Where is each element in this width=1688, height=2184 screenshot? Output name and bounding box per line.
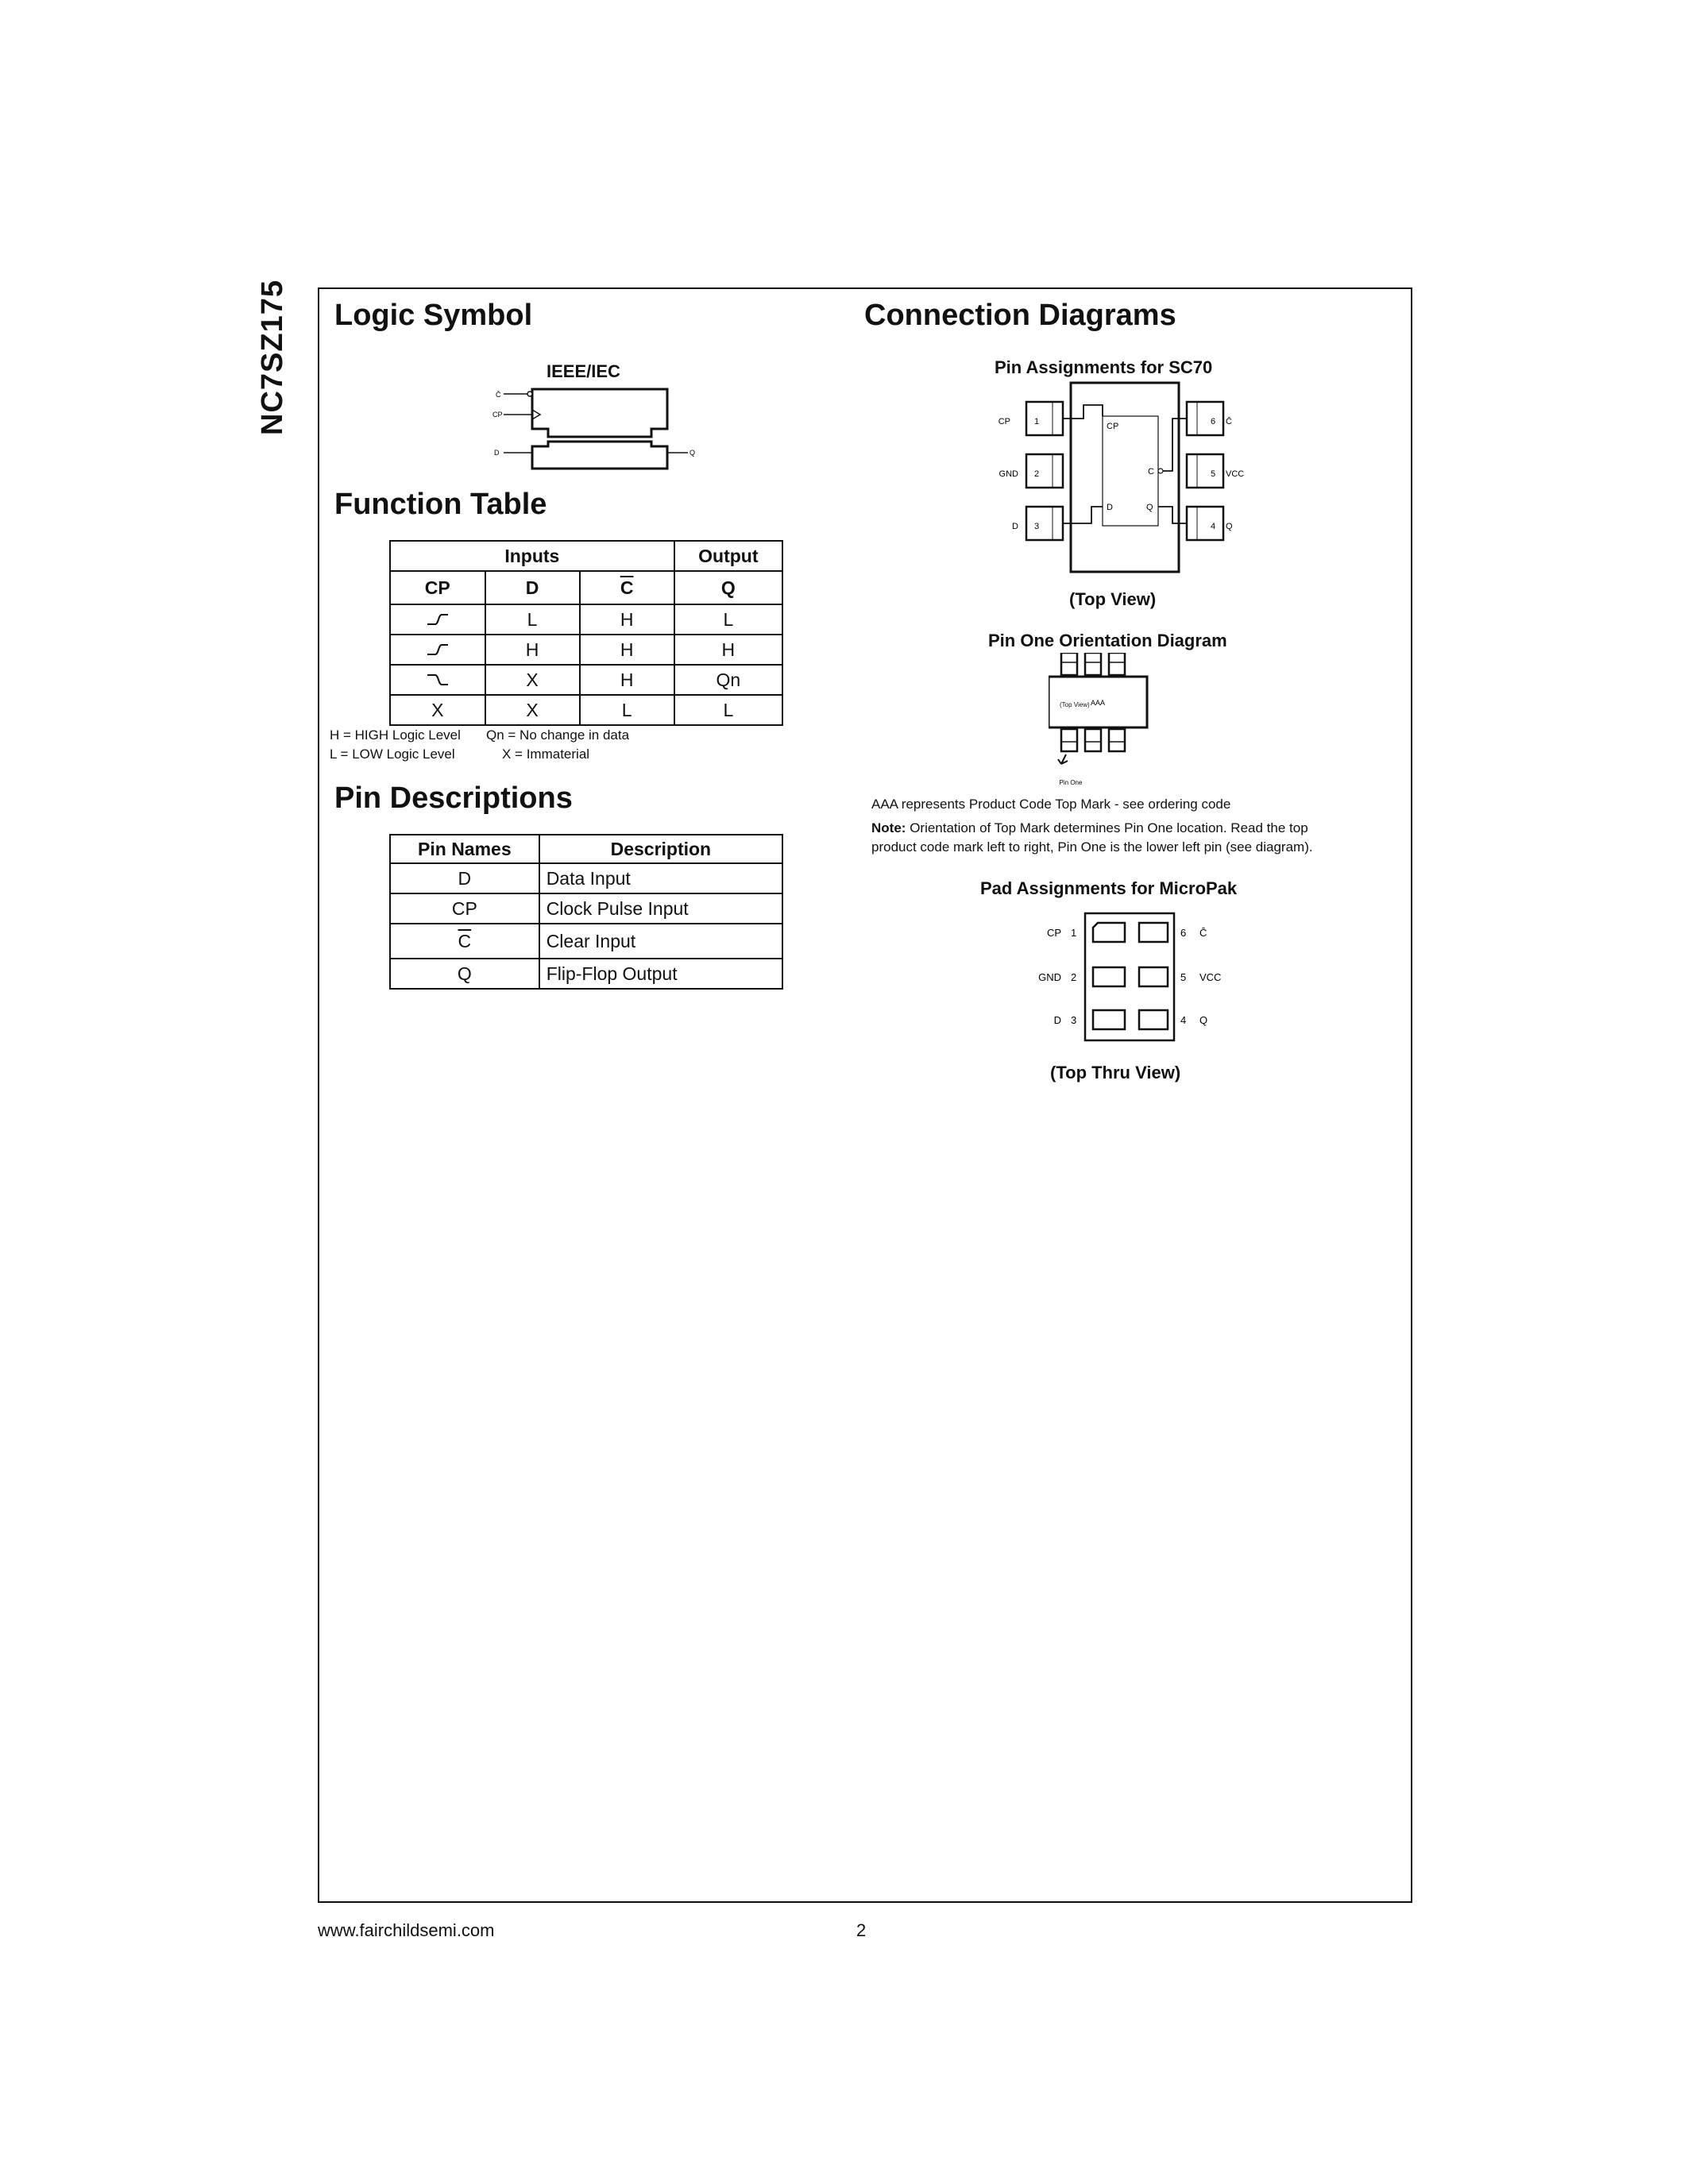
ft-cell-c: H bbox=[580, 604, 674, 635]
function-table bbox=[389, 540, 783, 726]
sc70-inner-c: C bbox=[1148, 467, 1154, 477]
logic-symbol-heading: Logic Symbol bbox=[334, 299, 533, 332]
pd-col-names: Pin Names bbox=[390, 835, 539, 863]
ft-col-q: Q bbox=[674, 571, 782, 604]
ls-pin-cp: CP bbox=[492, 411, 503, 419]
pd-cell-desc: Clear Input bbox=[539, 924, 782, 959]
sc70-pin-diagram bbox=[985, 378, 1255, 578]
ft-legend-high: H = HIGH Logic Level bbox=[330, 727, 461, 743]
ft-row bbox=[390, 635, 782, 665]
ft-col-cp: CP bbox=[390, 571, 485, 604]
footer-page-number: 2 bbox=[856, 1920, 867, 1940]
ft-cell-d: X bbox=[485, 665, 580, 695]
ft-row bbox=[390, 604, 782, 635]
sc70-left-num-3: 3 bbox=[1034, 522, 1040, 531]
side-part-number: NC7SZ175 bbox=[256, 280, 289, 435]
mp-left-label-2: GND bbox=[1038, 971, 1061, 983]
ft-cell-c: L bbox=[580, 695, 674, 725]
ft-group-output: Output bbox=[674, 541, 782, 571]
sc70-left-label-1: CP bbox=[998, 417, 1010, 426]
sc70-inner-d: D bbox=[1107, 503, 1113, 512]
pd-cell-desc: Flip-Flop Output bbox=[539, 959, 782, 989]
mp-left-num-3: 3 bbox=[1071, 1014, 1077, 1026]
sc70-inner-cp: CP bbox=[1107, 422, 1119, 431]
pin-one-orientation-diagram bbox=[1049, 653, 1199, 788]
mp-left-label-1: CP bbox=[1046, 927, 1061, 939]
sc70-right-label-4: Q bbox=[1226, 522, 1233, 531]
orient-pin-one: Pin One bbox=[1059, 779, 1083, 786]
sc70-right-num-4: 4 bbox=[1211, 522, 1216, 531]
falling-edge-icon bbox=[426, 673, 450, 686]
ft-col-c: $\overline{C}$ bbox=[580, 571, 674, 604]
mp-right-num-6: 6 bbox=[1180, 927, 1187, 939]
footer-url[interactable]: www.fairchildsemi.com bbox=[318, 1920, 495, 1940]
mp-right-label-6: C̄ bbox=[1199, 927, 1207, 939]
sc70-right-num-6: 6 bbox=[1211, 417, 1216, 426]
sc70-left-label-3: D bbox=[1012, 522, 1018, 531]
ft-cell-c: H bbox=[580, 635, 674, 665]
ft-cell-c: H bbox=[580, 665, 674, 695]
orientation-title: Pin One Orientation Diagram bbox=[988, 631, 1227, 650]
micropak-pad-diagram bbox=[1025, 910, 1247, 1045]
ft-cell-q: H bbox=[674, 635, 782, 665]
pd-row bbox=[390, 959, 782, 989]
aaa-note: AAA represents Product Code Top Mark - see ordering code bbox=[871, 797, 1231, 812]
ft-cell-d: L bbox=[485, 604, 580, 635]
micropak-top-thru-view: (Top Thru View) bbox=[1050, 1063, 1181, 1082]
sc70-right-label-6: C̄ bbox=[1226, 417, 1232, 426]
orientation-note-line-2: product code mark left to right, Pin One is the lower left pin (see diagram). bbox=[871, 839, 1313, 855]
pd-cell-desc: Clock Pulse Input bbox=[539, 893, 782, 924]
ft-cell-d: H bbox=[485, 635, 580, 665]
ft-row bbox=[390, 665, 782, 695]
rising-edge-icon bbox=[426, 643, 450, 656]
ls-pin-d: D bbox=[494, 449, 500, 457]
logic-symbol-diagram bbox=[492, 381, 699, 477]
orient-top-view-label: (Top View) bbox=[1060, 701, 1090, 708]
sc70-left-num-1: 1 bbox=[1034, 417, 1040, 426]
pin-descriptions-heading: Pin Descriptions bbox=[334, 781, 573, 815]
logic-symbol-standard: IEEE/IEC bbox=[547, 361, 620, 381]
pd-cell-name: CP bbox=[390, 893, 539, 924]
pd-cell-name: D bbox=[390, 863, 539, 893]
connection-heading: Connection Diagrams bbox=[864, 299, 1176, 332]
ft-cell-q: L bbox=[674, 604, 782, 635]
ft-cell-q: Qn bbox=[674, 665, 782, 695]
orient-mark-text: AAA bbox=[1090, 699, 1106, 707]
mp-left-num-2: 2 bbox=[1071, 971, 1077, 983]
pd-row bbox=[390, 893, 782, 924]
sc70-left-label-2: GND bbox=[999, 469, 1018, 479]
pd-cell-name: Q bbox=[390, 959, 539, 989]
ft-cell-cp bbox=[390, 604, 485, 635]
mp-right-label-5: VCC bbox=[1199, 971, 1222, 983]
ft-legend-qn: Qn = No change in data bbox=[486, 727, 630, 743]
mp-left-label-3: D bbox=[1053, 1014, 1061, 1026]
ft-row bbox=[390, 695, 782, 725]
ft-group-inputs: Inputs bbox=[390, 541, 674, 571]
pd-row bbox=[390, 863, 782, 893]
sc70-left-num-2: 2 bbox=[1034, 469, 1040, 479]
note-label: Note: bbox=[871, 820, 906, 835]
orientation-note-line-1 bbox=[871, 820, 1308, 836]
sc70-inner-q: Q bbox=[1146, 503, 1153, 512]
mp-left-num-1: 1 bbox=[1071, 927, 1077, 939]
sc70-top-view: (Top View) bbox=[1069, 589, 1157, 609]
function-table-heading: Function Table bbox=[334, 488, 547, 521]
ft-cell-cp bbox=[390, 665, 485, 695]
pd-cell-desc: Data Input bbox=[539, 863, 782, 893]
ft-cell-cp: X bbox=[390, 695, 485, 725]
pd-row bbox=[390, 924, 782, 959]
note-text-1: Orientation of Top Mark determines Pin One location. Read the top bbox=[910, 820, 1308, 835]
rising-edge-icon bbox=[426, 613, 450, 626]
ft-cell-cp bbox=[390, 635, 485, 665]
ft-legend-x: X = Immaterial bbox=[502, 747, 590, 762]
pin-descriptions-table bbox=[389, 834, 783, 990]
mp-right-label-4: Q bbox=[1199, 1014, 1208, 1026]
mp-right-num-4: 4 bbox=[1180, 1014, 1187, 1026]
ls-pin-clear: C̄ bbox=[496, 391, 501, 399]
ft-legend-low: L = LOW Logic Level bbox=[330, 747, 455, 762]
mp-right-num-5: 5 bbox=[1180, 971, 1187, 983]
ft-cell-q: L bbox=[674, 695, 782, 725]
micropak-title: Pad Assignments for MicroPak bbox=[980, 878, 1238, 898]
pd-cell-name: $\overline{C}$ bbox=[390, 924, 539, 959]
ft-col-d: D bbox=[485, 571, 580, 604]
sc70-right-label-5: VCC bbox=[1226, 469, 1245, 479]
ls-pin-q: Q bbox=[689, 449, 696, 457]
sc70-title: Pin Assignments for SC70 bbox=[995, 357, 1213, 377]
pd-col-desc: Description bbox=[539, 835, 782, 863]
ft-cell-d: X bbox=[485, 695, 580, 725]
sc70-right-num-5: 5 bbox=[1211, 469, 1216, 479]
